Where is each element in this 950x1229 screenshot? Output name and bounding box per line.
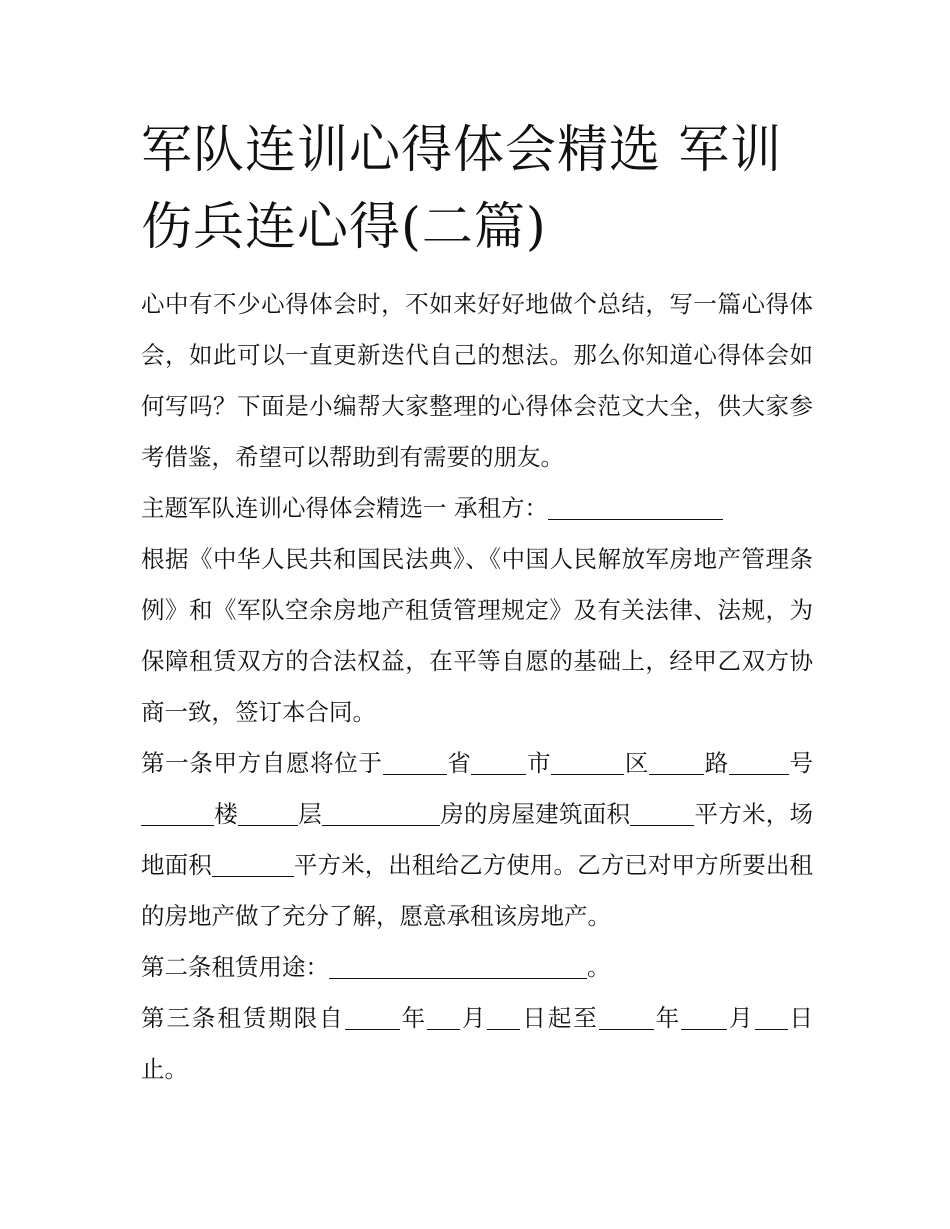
article-1-paragraph — [141, 738, 813, 942]
number-blank — [729, 751, 789, 776]
start-month-label: 月 — [460, 1004, 488, 1032]
floor-label: 层 — [298, 800, 322, 828]
article-2-paragraph — [141, 942, 813, 993]
article-2-tail: 。 — [587, 953, 611, 981]
start-month-blank — [427, 1006, 460, 1031]
start-year-blank — [345, 1006, 400, 1031]
end-day-blank — [755, 1006, 788, 1031]
city-label: 市 — [526, 749, 552, 777]
end-year-blank — [599, 1006, 654, 1031]
end-year-label: 年 — [653, 1004, 682, 1032]
article-2-text: 第二条租赁用途： — [141, 953, 329, 981]
document-title: 军队连训心得体会精选 军训伤兵连心得(二篇) — [141, 121, 783, 257]
start-day-blank — [487, 1006, 520, 1031]
building-label: 楼 — [214, 800, 238, 828]
road-blank — [649, 751, 704, 776]
start-year-label: 年 — [399, 1004, 428, 1032]
site-area-blank — [212, 853, 294, 878]
intro-paragraph: 心中有不少心得体会时，不如来好好地做个总结，写一篇心得体会，如此可以一直更新迭代自己的想法。那么你知道心得体会如何写吗？下面是小编帮大家整理的心得体会范文大全，供大家参考借鉴，希望可以帮助到有需要的朋友。 — [141, 290, 813, 471]
city-blank — [471, 751, 526, 776]
document-page — [141, 112, 813, 1095]
building-area-blank — [630, 802, 694, 827]
start-day-label: 日起至 — [520, 1004, 599, 1032]
province-blank — [383, 751, 447, 776]
site-area-label: 平方米，场地面积 — [141, 800, 813, 879]
road-label: 路 — [704, 749, 729, 777]
floor-blank — [238, 802, 298, 827]
end-month-blank — [681, 1006, 727, 1031]
building-blank — [141, 802, 214, 827]
article-3-paragraph — [141, 993, 813, 1095]
theme-line-text: 主题军队连训心得体会精选一 承租方： — [141, 494, 548, 522]
number-label: 号 — [788, 749, 814, 777]
province-label: 省 — [446, 749, 472, 777]
article-3-text: 第三条租赁期限自 — [141, 1004, 345, 1032]
tenant-blank — [548, 496, 723, 521]
article-3-tail: 日止。 — [141, 1004, 814, 1083]
article-1-tail: 平方米，出租给乙方使用。乙方已对甲方所要出租的房地产做了充分了解，愿意承租该房地产。 — [141, 851, 814, 930]
document-body — [141, 279, 813, 1095]
district-blank — [551, 751, 624, 776]
district-label: 区 — [624, 749, 650, 777]
usage-blank — [329, 955, 587, 980]
basis-paragraph: 根据《中华人民共和国民法典》、《中国人民解放军房地产管理条例》和《军队空余房地产租赁管理规定》及有关法律、法规，为保障租赁双方的合法权益，在平等自愿的基础上，经甲乙双方协商一致，签订本合同。 — [141, 545, 813, 726]
room-blank — [322, 802, 440, 827]
theme-line — [141, 483, 813, 534]
room-area-label: 房的房屋建筑面积 — [440, 800, 631, 828]
article-1-text: 第一条甲方自愿将位于 — [141, 749, 383, 777]
end-month-label: 月 — [727, 1004, 755, 1032]
